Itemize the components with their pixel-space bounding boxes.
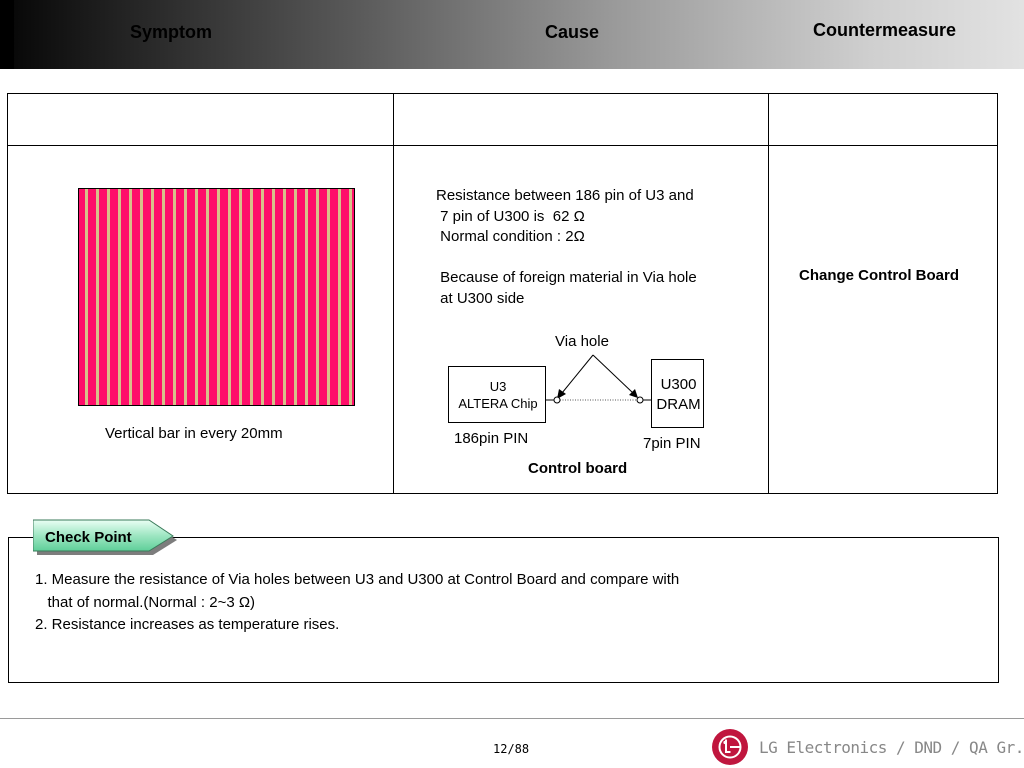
pin-186-label: 186pin PIN — [454, 430, 529, 447]
via-arrow-right — [593, 355, 633, 393]
control-board-label: Control board — [528, 460, 628, 477]
table-column-divider — [768, 94, 769, 493]
altera-chip-label: ALTERA Chip — [458, 396, 538, 411]
page-number: 12/88 — [493, 742, 530, 756]
countermeasure-text: Change Control Board — [799, 267, 959, 284]
via-hole-u300 — [637, 397, 643, 403]
lg-logo-icon — [711, 728, 749, 766]
header-cause: Cause — [545, 22, 600, 42]
via-hole-label: Via hole — [555, 333, 609, 350]
cause-description: Resistance between 186 pin of U3 and 7 pin of U300 is 62 Ω Normal condition : 2Ω Because of foreign material in Via hole at U300 side — [436, 187, 697, 307]
u3-chip-box — [448, 366, 546, 423]
table-header-divider — [8, 145, 997, 146]
u300-dram-box — [651, 359, 704, 428]
via-arrow-left — [562, 355, 593, 393]
header-symptom: Symptom — [130, 22, 213, 42]
check-point-label: Check Point — [45, 529, 132, 546]
table-column-divider — [393, 94, 394, 493]
via-hole-diagram — [540, 350, 660, 410]
pin-7-label: 7pin PIN — [643, 435, 701, 452]
header-bar-edge — [0, 0, 14, 69]
company-footer-text: LG Electronics / DND / QA Gr. — [759, 738, 1024, 757]
footer-divider — [0, 718, 1024, 719]
u3-label: U3 — [489, 379, 507, 394]
via-hole-u3 — [554, 397, 560, 403]
u300-label: U300 — [660, 376, 697, 393]
dram-label: DRAM — [656, 396, 701, 413]
vertical-bar-symptom-image — [78, 188, 355, 406]
header-countermeasure: Countermeasure — [813, 20, 957, 40]
symptom-caption: Vertical bar in every 20mm — [105, 425, 283, 442]
check-point-items: 1. Measure the resistance of Via holes between U3 and U300 at Control Board and compare with that of normal.(Normal : 2~3 Ω) 2. Resistance increases as temperature rises. — [35, 571, 680, 633]
check-point-tab — [33, 519, 178, 557]
